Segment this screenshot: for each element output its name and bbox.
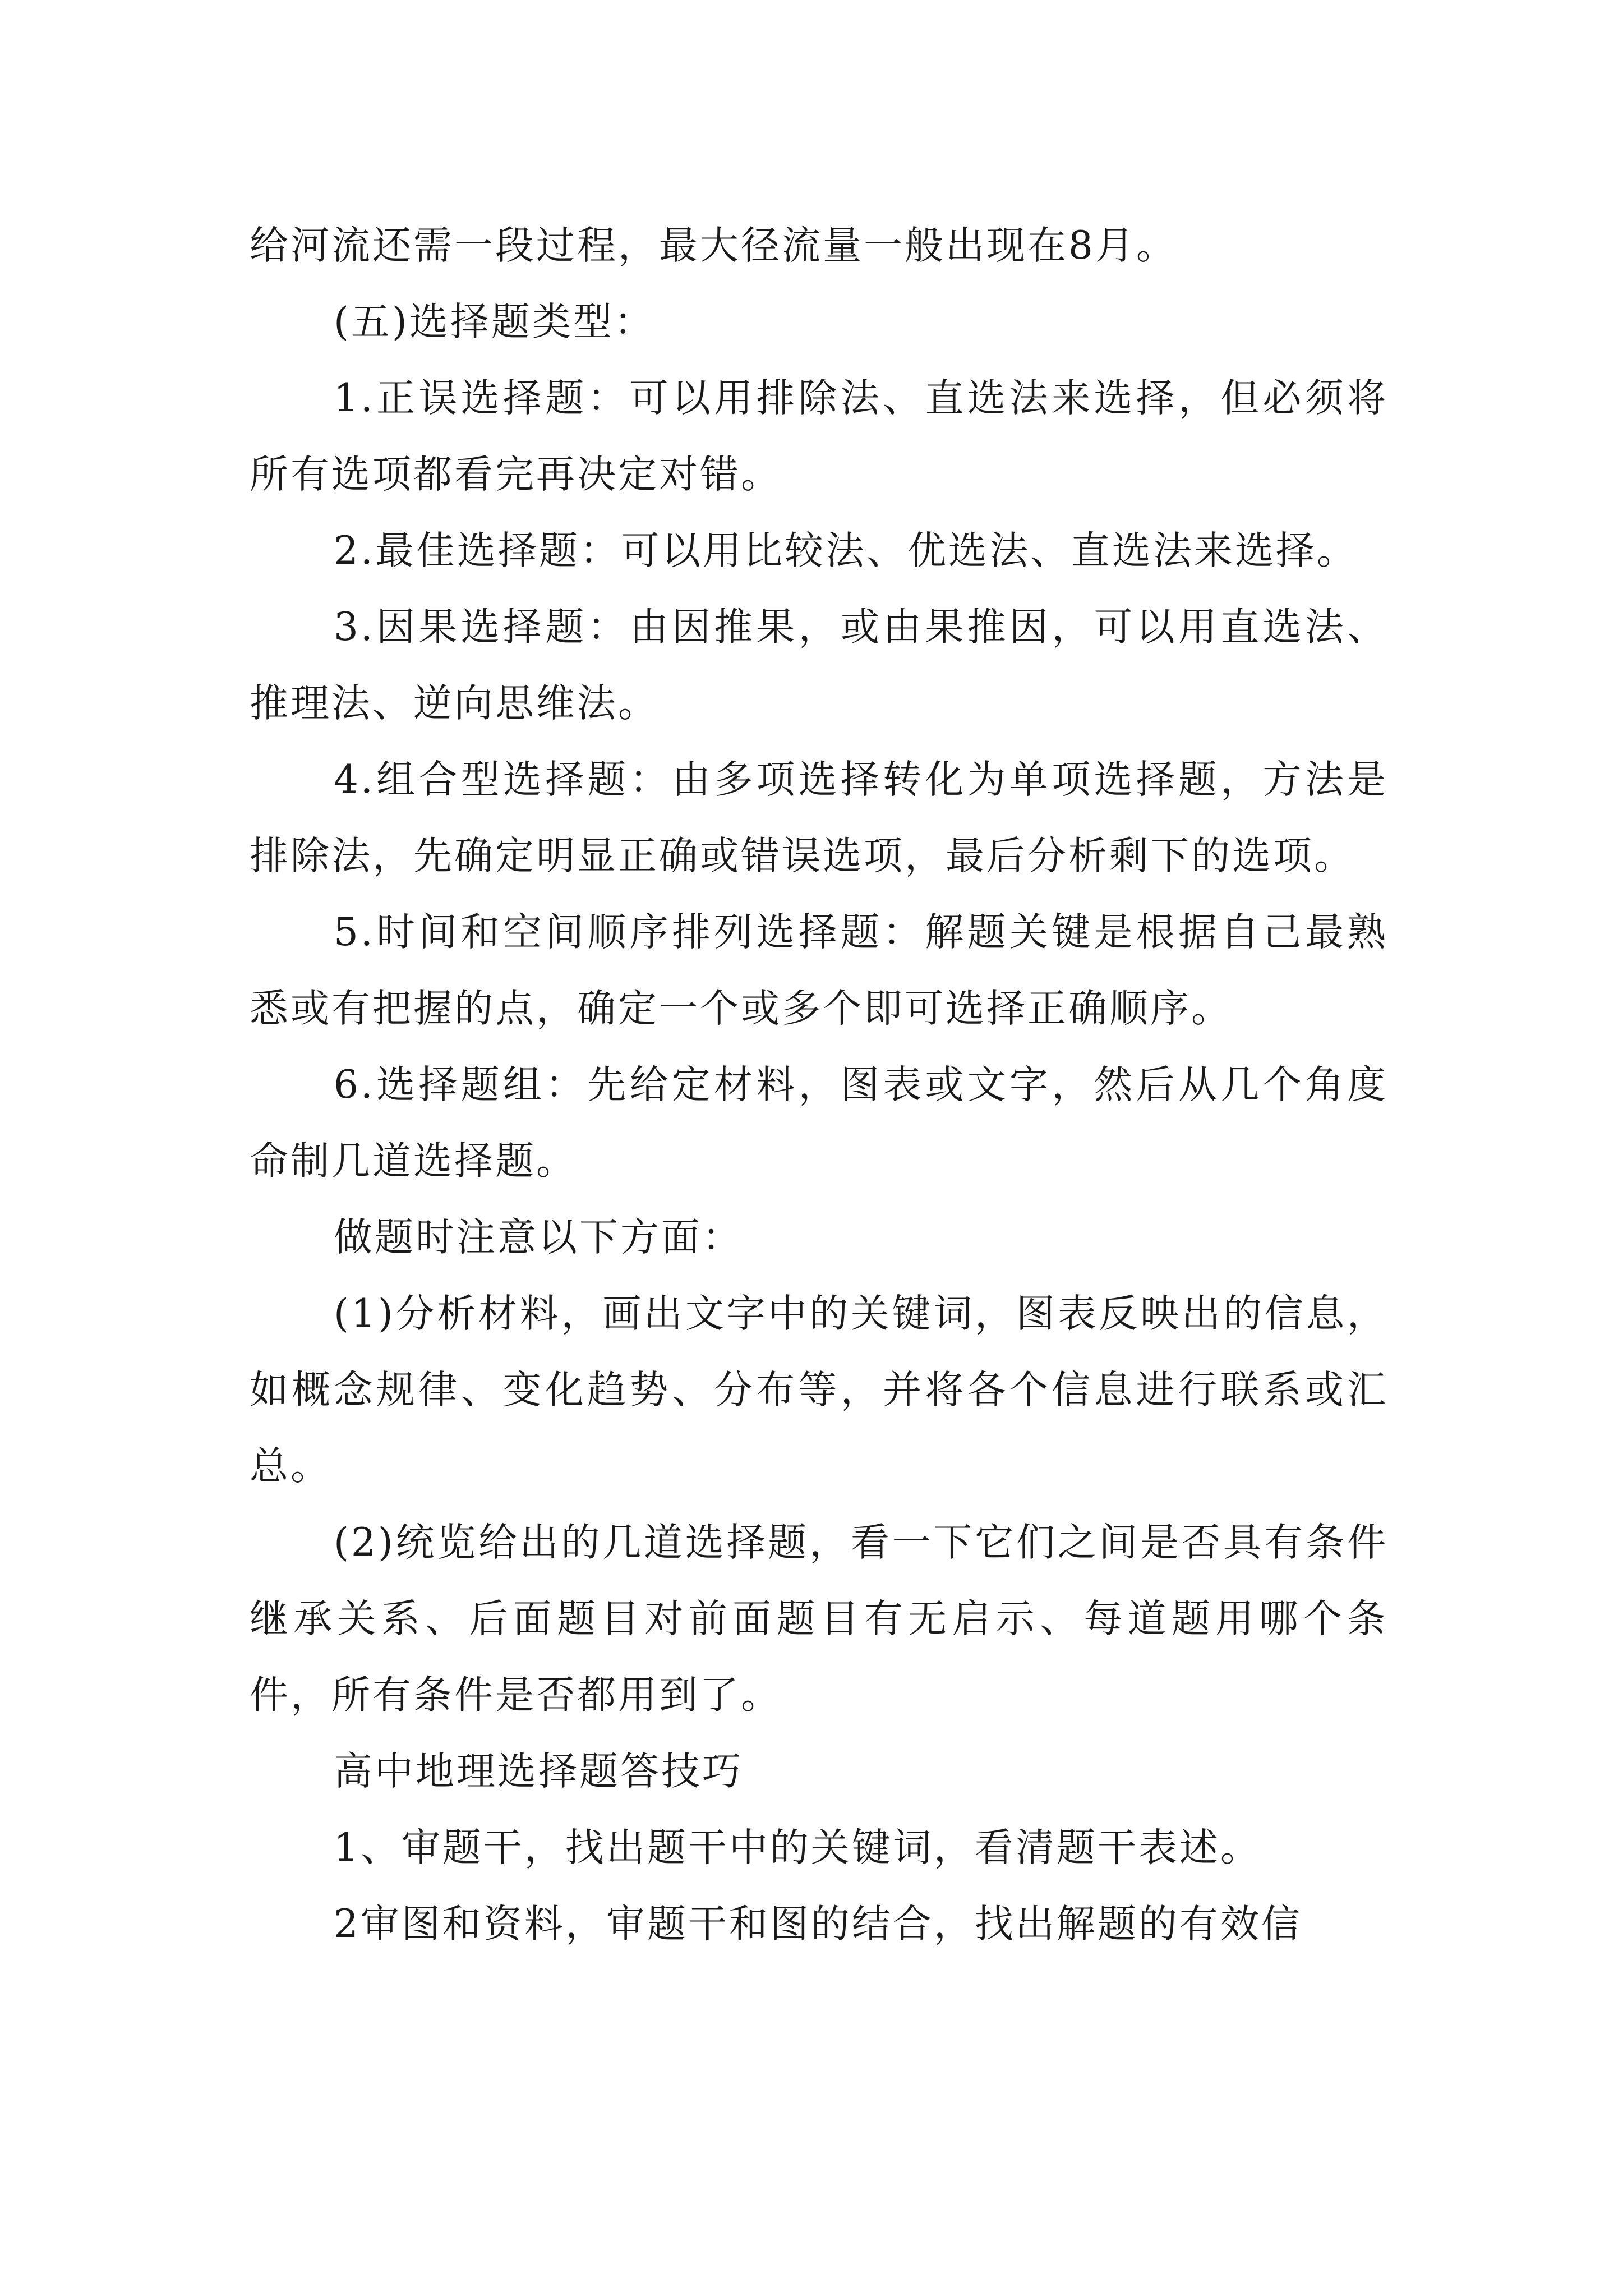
paragraph-tip-2: 2审图和资料，审题干和图的结合，找出解题的有效信 bbox=[334, 1902, 1302, 1947]
paragraph-item-2: 2.最佳选择题：可以用比较法、优选法、直选法来选择。 bbox=[334, 528, 1358, 573]
paragraph-continuation: 给河流还需一段过程，最大径流量一般出现在8月。 bbox=[250, 223, 1177, 268]
paragraph-notes-heading: 做题时注意以下方面： bbox=[334, 1215, 743, 1260]
document-body bbox=[250, 208, 1388, 1962]
paragraph-item-1: 1.正误选择题：可以用排除法、直选法来选择，但必须将所有选项都看完再决定对错。 bbox=[250, 376, 1388, 497]
paragraph-note-2: (2)统览给出的几道选择题，看一下它们之间是否具有条件继承关系、后面题目对前面题目有无启示、每道题用哪个条件，所有条件是否都用到了。 bbox=[250, 1520, 1388, 1718]
paragraph-item-4: 4.组合型选择题：由多项选择转化为单项选择题，方法是排除法，先确定明显正确或错误选项，最后分析剩下的选项。 bbox=[250, 757, 1388, 878]
paragraph-note-1: (1)分析材料，画出文字中的关键词，图表反映出的信息，如概念规律、变化趋势、分布等，并将各个信息进行联系或汇总。 bbox=[250, 1291, 1388, 1489]
paragraph-item-6: 6.选择题组：先给定材料，图表或文字，然后从几个角度命制几道选择题。 bbox=[250, 1062, 1388, 1184]
paragraph-section-heading: (五)选择题类型： bbox=[334, 300, 655, 344]
paragraph-item-3: 3.因果选择题：由因推果，或由果推因，可以用直选法、推理法、逆向思维法。 bbox=[250, 605, 1388, 726]
paragraph-item-5: 5.时间和空间顺序排列选择题：解题关键是根据自己最熟悉或有把握的点，确定一个或多个即可选择正确顺序。 bbox=[250, 910, 1388, 1031]
paragraph-tips-heading: 高中地理选择题答技巧 bbox=[334, 1749, 743, 1794]
paragraph-tip-1: 1、审题干，找出题干中的关键词，看清题干表述。 bbox=[334, 1825, 1261, 1870]
